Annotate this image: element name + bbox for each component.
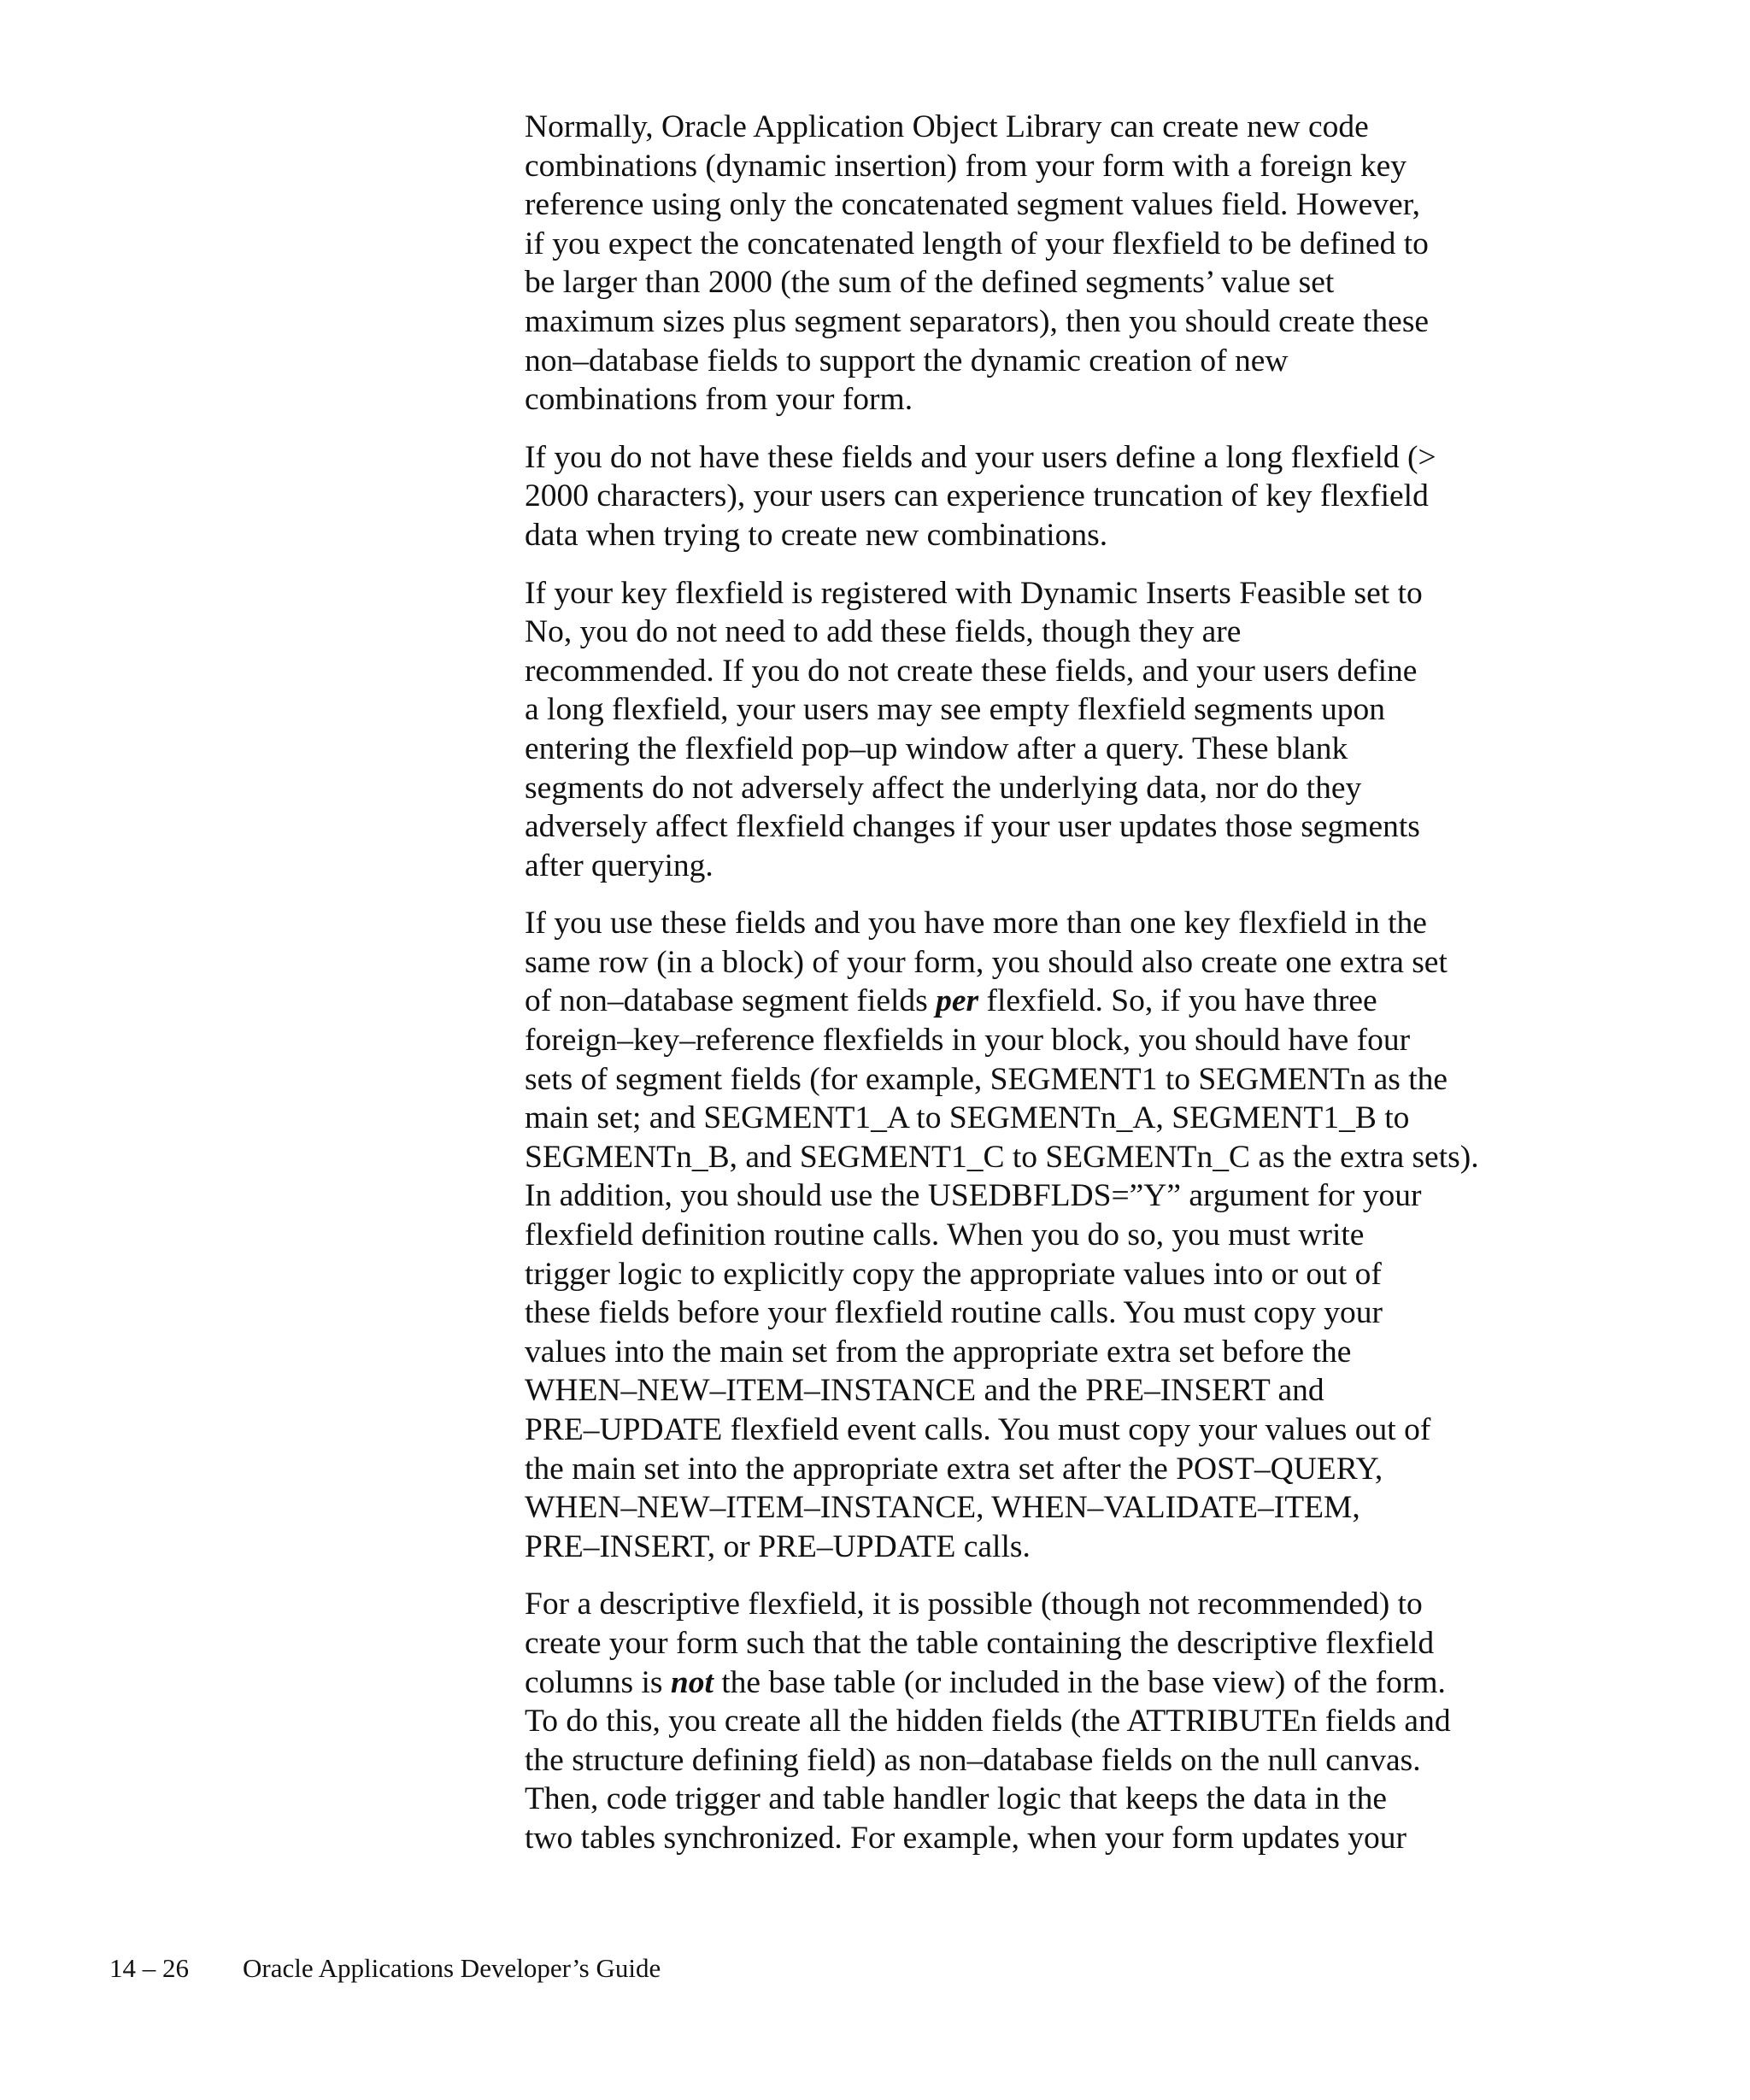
paragraph-multiple-key-flexfields: [525, 904, 1567, 1566]
book-title: Oracle Applications Developer’s Guide: [243, 1953, 661, 1983]
page-footer: [109, 1951, 661, 1986]
paragraph-descriptive-flexfield: [525, 1585, 1567, 1857]
paragraph-truncation-warning: If you do not have these fields and your users define a long flexfield (> 2000 characters), your users can experience truncation of key flexfield data when trying to create new combinations.: [525, 439, 1436, 553]
paragraph-text-before: For a descriptive flexfield, it is possible (though not recommended) to create your form such that the table containing the descriptive flexfield columns is: [525, 1587, 1435, 1700]
paragraph-text-after: the base table (or included in the base view) of the form. To do this, you create all the hidden fields (the ATTRIBUTEn fields and the structure defining field) as non–database fields on the null canvas. Then, code trigger and table handler logic that keeps the data in the two tables synchronized. For example, when your form updates your: [525, 1664, 1451, 1856]
paragraph-text-before: If you use these fields and you have more than one key flexfield in the same row (in a block) of your form, you should also create one extra set of non–database segment fields: [525, 906, 1448, 1019]
page-body: [525, 108, 1567, 1877]
paragraph-dynamic-insertion: Normally, Oracle Application Object Library can create new code combinations (dynamic insertion) from your form with a foreign key reference using only the concatenated segment values field. However, if you expect the concatenated length of your flexfield to be defined to be larger than 2000 (the sum of the defined segments’ value set maximum sizes plus segment separators), then you should create these non–database fields to support the dynamic creation of new combinations from your form.: [525, 109, 1430, 418]
paragraph-text-after: flexfield. So, if you have three foreign–key–reference flexfields in your block, you should have four sets of segment fields (for example, SEGMENT1 to SEGMENTn as the main set; and SEGMENT1_A to SEGMENTn_A, SEGMENT1_B to SEGMENTn_B, and SEGMENT1_C to SEGMENTn_C as the extra sets). In addition, you should use the USEDBFLDS=”Y” argument for your flexfield definition routine calls. When you do so, you must write trigger logic to explicitly copy the appropriate values into or out of these fields before your flexfield routine calls. You must copy your values into the main set from the appropriate extra set before the WHEN–NEW–ITEM–INSTANCE and the PRE–INSERT and PRE–UPDATE flexfield event calls. You must copy your values out of the main set into the appropriate extra set after the POST–QUERY, WHEN–NEW–ITEM–INSTANCE, WHEN–VALIDATE–ITEM, PRE–INSERT, or PRE–UPDATE calls.: [525, 983, 1479, 1564]
paragraph-dynamic-inserts-feasible: If your key flexfield is registered with Dynamic Inserts Feasible set to No, you do not need to add these fields, though they are recommended. If you do not create these fields, and your users define a long flexfield, your users may see empty flexfield segments upon entering the flexfield pop–up window after a query. These blank segments do not adversely affect the underlying data, nor do they adversely affect flexfield changes if your user updates those segments after querying.: [525, 575, 1423, 883]
page-number: 14 – 26: [109, 1953, 189, 1983]
emphasis-text: not: [670, 1664, 714, 1700]
emphasis-text: per: [936, 983, 979, 1019]
